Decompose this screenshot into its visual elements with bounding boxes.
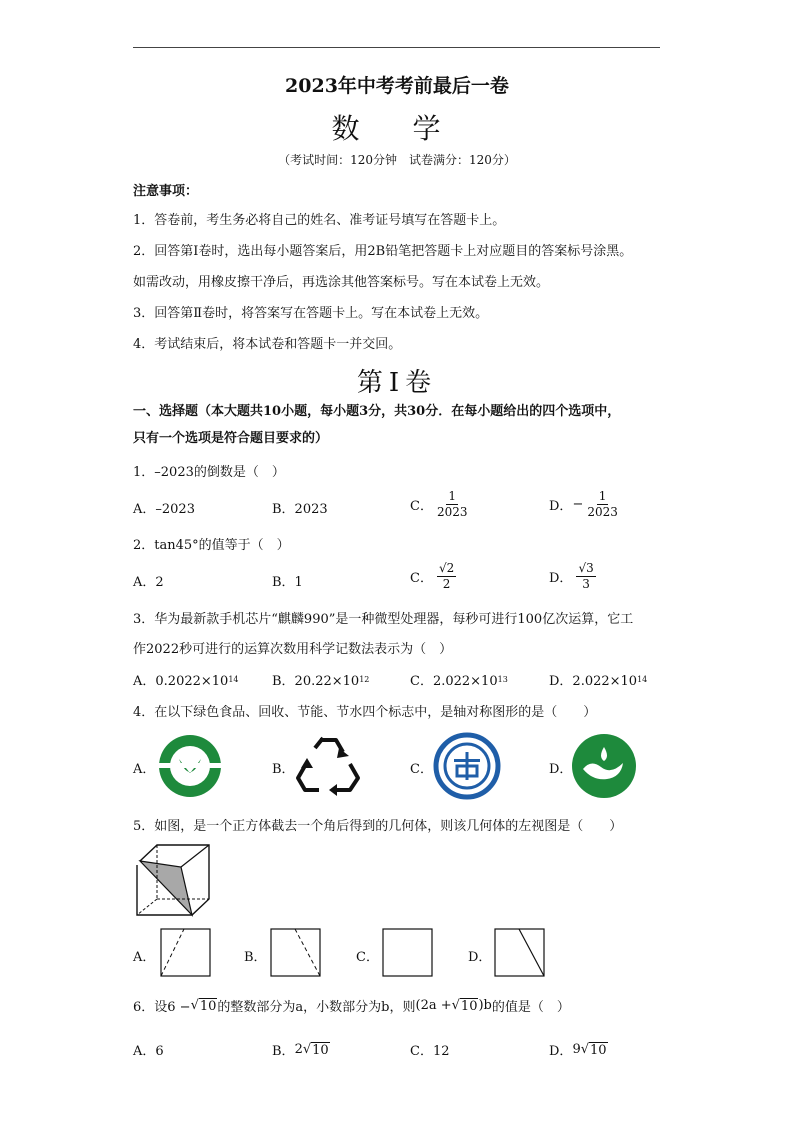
q1-option-c — [410, 489, 468, 520]
q6-stem — [133, 996, 570, 1015]
q4-option-d-label: D． — [549, 762, 573, 777]
sqrt-sign: √ — [580, 1042, 590, 1057]
q3-option-b — [272, 670, 369, 689]
note-item: 1．答卷前，考生务必将自己的姓名、准考证号填写在答题卡上。 — [133, 213, 506, 228]
q2-option-b: B．1 — [272, 575, 303, 590]
exam-title: 2023年中考考前最后一卷 — [285, 75, 509, 97]
q5-option-d-figure — [494, 928, 545, 977]
denominator: 2 — [442, 577, 451, 591]
radicand: 10 — [460, 998, 478, 1014]
stem-text: 6．设6 − — [133, 1000, 191, 1015]
fraction — [576, 561, 595, 592]
q1-option-d — [549, 489, 618, 520]
q5-option-c-label: C． — [356, 950, 379, 965]
water-saving-icon — [571, 733, 637, 799]
stem-text: 的整数部分为a，小数部分为b，则 — [217, 1000, 416, 1015]
q6-option-b — [272, 1040, 330, 1059]
section-heading: 一、选择题（本大题共10小题，每小题3分，共30分．在每小题给出的四个选项中， — [133, 404, 621, 419]
sqrt-sign: √ — [451, 998, 460, 1013]
q3-stem: 3．华为最新款手机芯片“麒麟990”是一种微型处理器，每秒可进行100亿次运算，它工 — [133, 612, 634, 627]
sqrt-sign: √ — [302, 1042, 312, 1057]
minus-sign: − — [572, 497, 584, 512]
option-text: B．20.22×10 — [272, 674, 360, 689]
option-label: D． — [549, 499, 573, 514]
q6-option-c: C．12 — [410, 1044, 450, 1059]
radicand: 10 — [312, 1042, 329, 1058]
q1-option-b: B．2023 — [272, 502, 328, 517]
header-rule — [133, 47, 660, 48]
q4-option-b-label: B． — [272, 762, 295, 777]
recycle-icon — [295, 734, 361, 798]
expression: )b — [478, 998, 492, 1013]
exam-info: （考试时间：120分钟 试卷满分：120分） — [278, 153, 516, 167]
option-label: D． — [549, 571, 573, 586]
exponent: 14 — [637, 675, 648, 684]
expression: (2a + — [415, 998, 452, 1013]
section-heading: 只有一个选项是符合题目要求的） — [133, 431, 329, 446]
coefficient: 9 — [572, 1042, 581, 1057]
option-label: C． — [410, 571, 433, 586]
sqrt-sign: √ — [190, 998, 199, 1013]
q1-option-a: A．–2023 — [133, 502, 195, 517]
coefficient: 2 — [294, 1042, 303, 1057]
q4-option-c-label: C． — [410, 762, 433, 777]
q5-option-a-figure — [160, 928, 211, 977]
denominator: 3 — [582, 577, 590, 591]
q3-option-c — [410, 670, 508, 689]
radicand: 10 — [590, 1042, 607, 1058]
exponent: 13 — [497, 675, 508, 684]
q5-option-b-figure — [270, 928, 321, 977]
q5-stem: 5．如图，是一个正方体截去一个角后得到的几何体，则该几何体的左视图是（ ） — [133, 819, 623, 834]
denominator: 2023 — [436, 505, 468, 519]
q2-option-a: A．2 — [133, 575, 164, 590]
volume-title: 第Ⅰ卷 — [356, 368, 438, 398]
numerator: 1 — [448, 489, 457, 503]
numerator: 1 — [598, 489, 607, 503]
q5-option-b-label: B． — [244, 950, 267, 965]
exponent: 12 — [359, 675, 370, 684]
q1-stem: 1．–2023的倒数是（ ） — [133, 465, 285, 480]
q3-stem: 作2022秒可进行的运算次数用科学记数法表示为（ ） — [133, 642, 453, 657]
energy-saving-icon — [433, 732, 501, 800]
q4-option-a-label: A． — [133, 762, 156, 777]
q6-option-d — [549, 1040, 608, 1059]
q3-option-a — [133, 670, 239, 689]
exponent: 14 — [228, 675, 239, 684]
q5-option-c-figure — [382, 928, 433, 977]
note-item: 4．考试结束后，将本试卷和答题卡一并交回。 — [133, 337, 402, 352]
fraction — [437, 489, 468, 520]
option-label: B． — [272, 1044, 295, 1059]
cube-figure — [135, 843, 215, 917]
q5-option-d-label: D． — [468, 950, 492, 965]
q3-option-d — [549, 670, 647, 689]
q2-option-d — [549, 561, 596, 592]
q2-stem: 2．tan45°的值等于（ ） — [133, 538, 290, 553]
option-label: D． — [549, 1044, 573, 1059]
option-text: D．2.022×10 — [549, 674, 638, 689]
note-item: 如需改动，用橡皮擦干净后，再选涂其他答案标号。写在本试卷上无效。 — [133, 275, 550, 290]
option-text: C．2.022×10 — [410, 674, 498, 689]
numerator: √3 — [578, 561, 594, 575]
numerator: √2 — [438, 561, 455, 575]
q2-option-c — [410, 561, 456, 592]
radicand: 10 — [199, 998, 217, 1014]
denominator: 2023 — [587, 505, 618, 519]
fraction — [587, 489, 618, 520]
q6-option-a: A．6 — [133, 1044, 164, 1059]
green-food-icon — [157, 733, 223, 799]
q4-stem: 4．在以下绿色食品、回收、节能、节水四个标志中，是轴对称图形的是（ ） — [133, 705, 597, 720]
fraction — [437, 561, 456, 592]
note-item: 2．回答第Ⅰ卷时，选出每小题答案后，用2B铅笔把答题卡上对应题目的答案标号涂黑。 — [133, 244, 633, 259]
option-text: A．0.2022×10 — [133, 674, 229, 689]
q5-option-a-label: A． — [133, 950, 156, 965]
stem-text: 的值是（ ） — [491, 1000, 570, 1015]
option-label: C． — [410, 499, 433, 514]
subject-title: 数 学 — [331, 112, 463, 145]
notes-heading: 注意事项： — [133, 184, 199, 199]
note-item: 3．回答第Ⅱ卷时，将答案写在答题卡上。写在本试卷上无效。 — [133, 306, 489, 321]
